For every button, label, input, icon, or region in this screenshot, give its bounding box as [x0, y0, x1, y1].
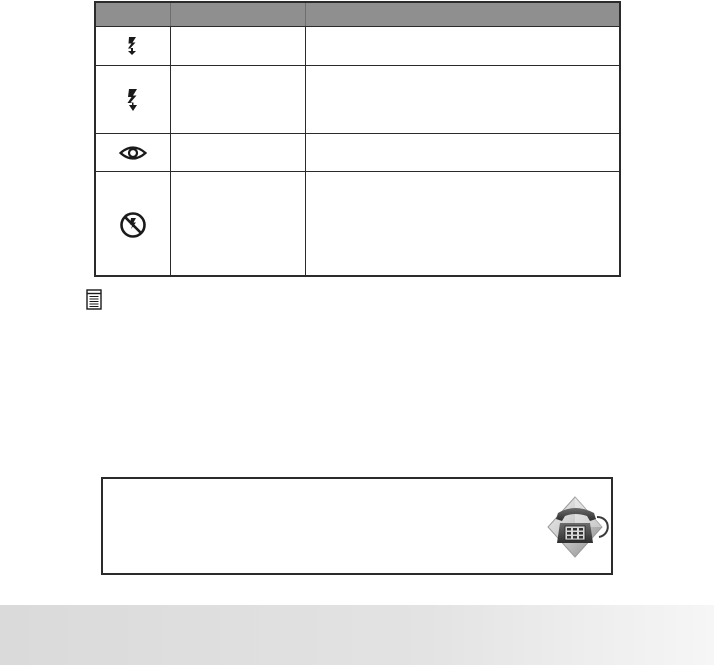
header-cell-mode — [171, 3, 306, 26]
page-footer-bar — [0, 605, 714, 665]
flash-on-icon — [126, 89, 140, 111]
telephone-support-icon — [545, 495, 613, 559]
mode-cell — [171, 172, 306, 277]
table-row — [96, 134, 619, 172]
red-eye-reduction-icon — [119, 145, 147, 161]
flash-mode-table — [94, 1, 621, 277]
description-cell — [306, 27, 619, 65]
mode-cell — [171, 27, 306, 65]
flash-off-icon — [119, 211, 147, 239]
table-row — [96, 27, 619, 66]
flash-auto-icon — [127, 37, 139, 55]
description-cell — [306, 134, 619, 171]
table-row — [96, 66, 619, 134]
description-cell — [306, 66, 619, 133]
header-cell-icon — [96, 3, 171, 26]
header-cell-description — [306, 3, 619, 26]
table-row — [96, 172, 619, 277]
icon-cell — [96, 172, 171, 277]
icon-cell — [96, 66, 171, 133]
description-cell — [306, 172, 619, 277]
table-header-row — [96, 3, 619, 27]
mode-cell — [171, 66, 306, 133]
icon-cell — [96, 134, 171, 171]
mode-cell — [171, 134, 306, 171]
note-icon — [86, 289, 102, 310]
support-info-box — [101, 477, 613, 575]
icon-cell — [96, 27, 171, 65]
